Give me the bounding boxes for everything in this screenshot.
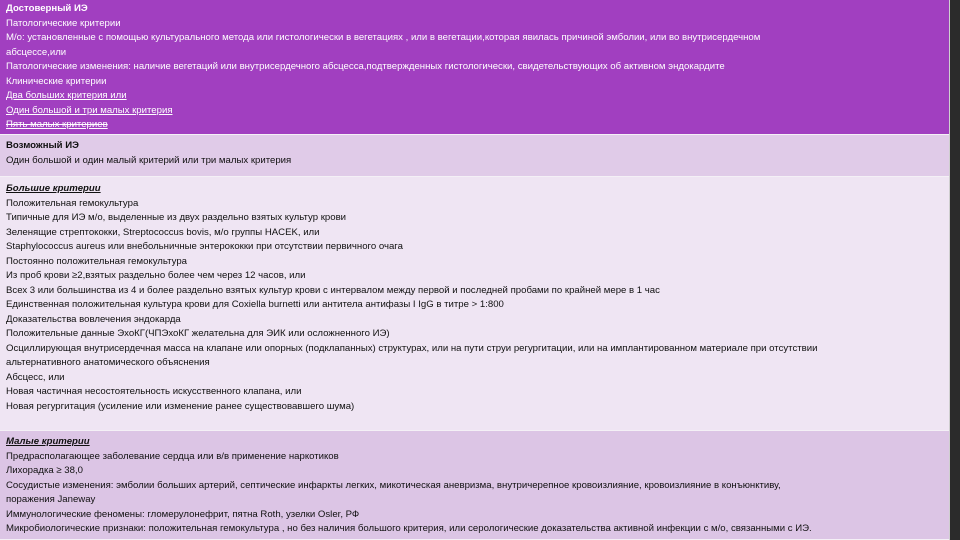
two-major-criteria: Два больших критерия или (6, 90, 127, 101)
major-criteria-line: Доказательства вовлечения эндокарда (6, 313, 181, 325)
major-criteria-line: Постоянно положительная гемокультура (6, 255, 188, 267)
microbes-criterion-line1: М/о: установленные с помощью культурального метода или гистологически в вегетациях , или в вегетации,которая явилась причиной эмболии, или во внутрисердечном (6, 32, 761, 43)
major-criteria-line: Зеленящие стрептококки, Streptococcus bovis, м/о группы HACEK, или (6, 226, 320, 238)
clinical-criteria-header: Клинические критерии (6, 75, 107, 87)
one-major-three-minor-criteria: Один большой и три малых критерия (6, 104, 173, 116)
major-criteria-line: Положительные данные ЭхоКГ(ЧПЭхоКГ желательна для ЭИК или осложненного ИЭ) (6, 328, 390, 339)
minor-criteria-line: Сосудистые изменения: эмболии больших артерий, септические инфаркты легких, микотическая аневризма, внутричерепное кровоизлияние, кровоизлияние в конъюнктиву, (6, 479, 781, 491)
major-criteria-line: Из проб крови ≥2,взятых раздельно более чем через 12 часов, или (6, 270, 306, 281)
minor-criteria-line: Микробиологические признаки: положительная гемокультура , но без наличия большого критерия, или серологические доказательства активной инфекции с м/о, связанными с ИЭ. (6, 523, 812, 534)
minor-criteria-line: Лихорадка ≥ 38,0 (6, 465, 83, 476)
minor-criteria-line: Иммунологические феномены: гломерулонефрит, пятна Roth, узелки Osler, РФ (6, 508, 360, 520)
major-criteria-line: Staphylococcus aureus или внебольничные энтерококки при отсутствии первичного очага (6, 241, 403, 252)
definite-ie-title: Достоверный ИЭ (6, 3, 88, 14)
pathology-criteria-header: Патологические критерии (6, 17, 121, 29)
microbes-criterion-line2: абсцессе,или (6, 46, 67, 58)
possible-ie-text: Один большой и один малый критерий или три малых критерия (6, 154, 292, 166)
major-criteria-line: Всех 3 или большинства из 4 и более раздельно взятых культур крови с интервалом между первой и последней пробами по крайней мере в 1 час (6, 284, 660, 296)
major-criteria-line: Положительная гемокультура (6, 197, 139, 209)
definite-ie-cell (0, 0, 949, 135)
possible-ie-title: Возможный ИЭ (6, 140, 79, 151)
slide-edge-shadow (950, 0, 960, 540)
major-criteria-title: Большие критерии (6, 183, 101, 194)
five-minor-criteria: Пять малых критериев (6, 119, 108, 130)
minor-criteria-line: поражения Janeway (6, 494, 96, 505)
major-criteria-line: Типичные для ИЭ м/о, выделенные из двух раздельно взятых культур крови (6, 212, 347, 223)
major-criteria-line: Осциллирующая внутрисердечная масса на клапане или опорных (подклапанных) структурах, или на пути струи регургитации, или на имплантированном материале при отсутствии (6, 342, 818, 354)
possible-ie-cell (0, 135, 949, 177)
major-criteria-cell (0, 177, 949, 431)
major-criteria-line: Новая регургитация (усиление или изменение ранее существовавшего шума) (6, 400, 355, 412)
major-criteria-line: альтернативного анатомического объяснения (6, 357, 210, 368)
minor-criteria-cell (0, 431, 949, 540)
pathology-changes-criterion: Патологические изменения: наличие вегетаций или внутрисердечного абсцесса,подтвержденных гистологически, свидетельствующих об активном эндокардите (6, 61, 725, 72)
minor-criteria-line: Предрасполагающее заболевание сердца или в/в применение наркотиков (6, 450, 339, 462)
minor-criteria-title: Малые критерии (6, 436, 90, 447)
major-criteria-line: Новая частичная несостоятельность искусственного клапана, или (6, 386, 302, 397)
major-criteria-line: Абсцесс, или (6, 371, 65, 383)
major-criteria-line: Единственная положительная культура крови для Coxiella burnetti или антитела антифазы I IgG в титре > 1:800 (6, 299, 504, 310)
